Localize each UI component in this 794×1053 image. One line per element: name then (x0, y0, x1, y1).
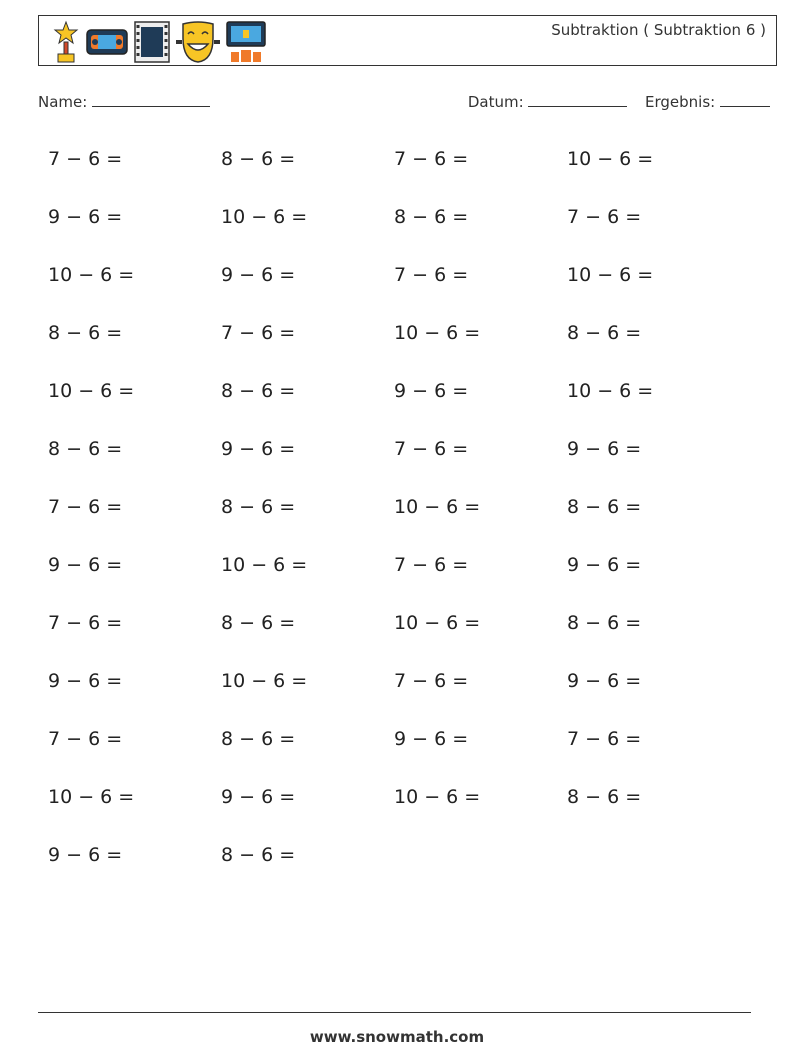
problem-item: 8 − 6 = (221, 728, 296, 750)
problem-item: 8 − 6 = (567, 322, 642, 344)
problem-item: 9 − 6 = (221, 786, 296, 808)
problem-item: 10 − 6 = (48, 380, 135, 402)
problem-item: 7 − 6 = (48, 148, 123, 170)
problem-item: 7 − 6 = (48, 496, 123, 518)
problem-item: 9 − 6 = (567, 670, 642, 692)
problem-item: 8 − 6 = (221, 148, 296, 170)
problem-item: 9 − 6 = (48, 844, 123, 866)
problem-item: 8 − 6 = (48, 438, 123, 460)
problem-item: 9 − 6 = (48, 670, 123, 692)
date-label: Datum: (467, 93, 524, 111)
problem-item: 8 − 6 = (221, 612, 296, 634)
problem-item: 10 − 6 = (48, 786, 135, 808)
problem-item: 10 − 6 = (221, 206, 308, 228)
problem-item: 10 − 6 = (394, 322, 481, 344)
date-blank[interactable] (528, 92, 627, 107)
problem-item: 8 − 6 = (221, 496, 296, 518)
result-blank[interactable] (720, 92, 770, 107)
problem-item: 10 − 6 = (394, 496, 481, 518)
problem-item: 10 − 6 = (394, 612, 481, 634)
problem-item: 7 − 6 = (567, 728, 642, 750)
problem-item: 7 − 6 = (394, 148, 469, 170)
problem-item: 9 − 6 = (221, 264, 296, 286)
problem-item: 7 − 6 = (394, 264, 469, 286)
problem-item: 10 − 6 = (48, 264, 135, 286)
problem-item: 9 − 6 = (48, 206, 123, 228)
header-icons (51, 19, 267, 64)
problem-item: 7 − 6 = (394, 554, 469, 576)
problem-item: 8 − 6 = (394, 206, 469, 228)
problem-item: 7 − 6 = (394, 438, 469, 460)
problem-item: 10 − 6 = (567, 380, 654, 402)
header-box (38, 15, 777, 66)
problem-item: 10 − 6 = (567, 264, 654, 286)
problem-item: 9 − 6 = (221, 438, 296, 460)
problem-item: 10 − 6 = (221, 670, 308, 692)
date-result-row (468, 92, 770, 111)
problem-item: 7 − 6 = (394, 670, 469, 692)
problem-item: 9 − 6 = (394, 380, 469, 402)
problem-item: 7 − 6 = (567, 206, 642, 228)
problem-item: 8 − 6 = (567, 496, 642, 518)
name-field-row (38, 92, 210, 111)
problem-item: 7 − 6 = (48, 612, 123, 634)
problem-item: 10 − 6 = (567, 148, 654, 170)
film-frame-icon (133, 20, 171, 64)
vhs-tape-icon (85, 20, 129, 64)
name-label: Name: (38, 93, 88, 111)
trophy-icon (51, 20, 81, 64)
footer-website: www.snowmath.com (309, 1028, 485, 1046)
problem-item: 8 − 6 = (567, 612, 642, 634)
theater-mask-icon (175, 20, 221, 64)
problem-item: 8 − 6 = (567, 786, 642, 808)
problem-item: 9 − 6 = (567, 554, 642, 576)
problem-item: 7 − 6 = (48, 728, 123, 750)
problem-item: 9 − 6 = (394, 728, 469, 750)
problem-item: 8 − 6 = (221, 844, 296, 866)
name-blank[interactable] (92, 92, 210, 107)
problem-item: 9 − 6 = (567, 438, 642, 460)
problem-item: 8 − 6 = (48, 322, 123, 344)
problem-item: 10 − 6 = (221, 554, 308, 576)
problem-item: 8 − 6 = (221, 380, 296, 402)
problem-item: 10 − 6 = (394, 786, 481, 808)
worksheet-title: Subtraktion ( Subtraktion 6 ) (551, 21, 766, 39)
footer-divider (38, 1012, 751, 1013)
problem-item: 9 − 6 = (48, 554, 123, 576)
tv-monitor-icon (225, 20, 267, 64)
problem-item: 7 − 6 = (221, 322, 296, 344)
result-label: Ergebnis: (645, 93, 716, 111)
